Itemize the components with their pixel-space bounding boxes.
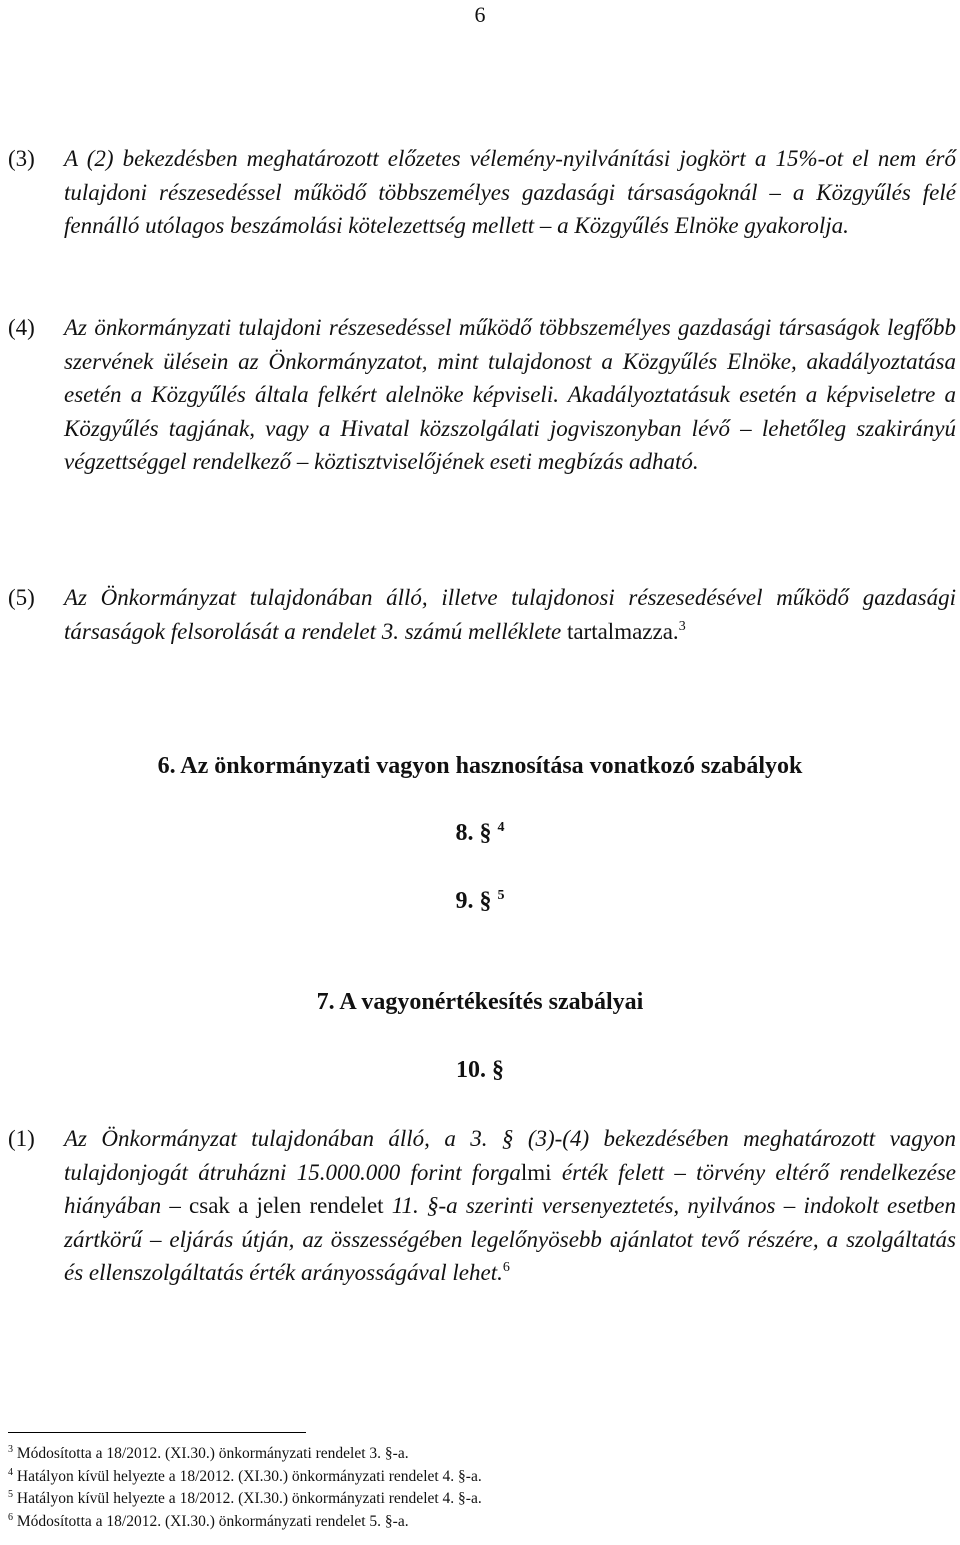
paragraph-text: Az önkormányzati tulajdoni részesedéssel működő többszemélyes gazdasági társaságok legfőbb szervének ülésein az Önkormányzatot, mint tulajdonost a Közgyűlés Elnöke, akadályoztatása esetén a Közgyűlés általa felkért alelnöke képviseli. Akadályoztatásuk esetén a képviseletre a Közgyűlés tagjának, vagy a Hivatal közszolgálati jogviszonyban lévő – lehetőleg szakirányú végzettséggel rendelkező – köztisztviselőjének eseti megbízás adható.: [64, 315, 956, 474]
paragraph-number: (3): [8, 146, 35, 171]
footnote-text: Hatályon kívül helyezte a 18/2012. (XI.30.) önkormányzati rendelet 4. §-a.: [16, 1490, 482, 1507]
text-segment: Az Önkormányzat tulajdonában álló, a 3. § (3)-(4) bekezdésében meghatározott vagyon tulajdonjogát átruházni 15.000.000 forint forga: [64, 1126, 956, 1185]
footnote: [8, 1511, 482, 1534]
text-segment: érték felett – törvény eltérő rendelkezése hiányában –: [64, 1159, 957, 1218]
footnote: [8, 1488, 482, 1511]
paragraph-text-plain: tartalmazza.: [566, 618, 679, 644]
footnote-divider: [8, 1432, 306, 1433]
footnote-number: 4: [8, 1466, 13, 1478]
paragraph-4: [8, 311, 956, 479]
footnote-number: 3: [8, 1444, 13, 1455]
paragraph-number: (4): [8, 315, 35, 340]
paragraph-8-label: 8. §: [455, 820, 492, 846]
footnotes: [8, 1443, 482, 1533]
section-7-heading: 7. A vagyonértékesítés szabályai: [316, 989, 644, 1015]
paragraph-9-label: 9. §: [455, 888, 492, 914]
footnote-text: Módosította a 18/2012. (XI.30.) önkormányzati rendelet 5. §-a.: [16, 1512, 409, 1530]
text-segment: lmi: [520, 1159, 552, 1185]
footnote-text: Hatályon kívül helyezte a 18/2012. (XI.30.) önkormányzati rendelet 4. §-a.: [16, 1467, 482, 1485]
paragraph-text: [64, 581, 956, 648]
page-number: 6: [474, 2, 486, 27]
footnote: [8, 1466, 482, 1489]
footnote-ref: 6: [502, 1260, 510, 1275]
paragraph-number: (5): [8, 585, 35, 610]
paragraph-10-heading: 10. §: [456, 1057, 504, 1083]
paragraph-5: [8, 581, 956, 648]
paragraph-3: [8, 142, 956, 243]
paragraph-text-italic: Az Önkormányzat tulajdonában álló, illetve tulajdonosi részesedésével működő gazdasági társaságok felsorolását a rendelet 3. számú melléklete: [64, 585, 956, 644]
footnote-number: 6: [8, 1511, 13, 1523]
footnote-text: Módosította a 18/2012. (XI.30.) önkormányzati rendelet 3. §-a.: [16, 1445, 409, 1462]
footnote-ref: 5: [497, 888, 505, 903]
footnote-ref: 3: [678, 618, 686, 634]
paragraph-text: [64, 1122, 956, 1290]
text-segment: csak a jelen rendelet: [189, 1193, 384, 1218]
paragraph-10-1: [8, 1122, 956, 1290]
footnote-number: 5: [8, 1489, 13, 1500]
section-6-heading: 6. Az önkormányzati vagyon hasznosítása vonatkozó szabályok: [157, 753, 803, 779]
paragraph-number: (1): [8, 1126, 35, 1151]
paragraph-8-heading: [0, 820, 960, 847]
footnote: [8, 1443, 482, 1466]
footnote-ref: 4: [497, 820, 505, 835]
paragraph-text: A (2) bekezdésben meghatározott előzetes vélemény-nyilvánítási jogkört a 15%-ot el nem érő tulajdoni részesedéssel működő többszemélyes gazdasági társaságoknál – a Közgyűlés felé fennálló utólagos beszámolási kötelezettség mellett – a Közgyűlés Elnöke gyakorolja.: [64, 146, 956, 238]
text-segment: 11. §-a szerinti versenyeztetés, nyilvános – indokolt esetben zártkörű – eljárás útján, az összességében legelőnyösebb ajánlatot tevő részére, a szolgáltatás és ellenszolgáltatás érték arányosságával lehet.: [64, 1193, 957, 1285]
paragraph-9-heading: [0, 888, 960, 915]
